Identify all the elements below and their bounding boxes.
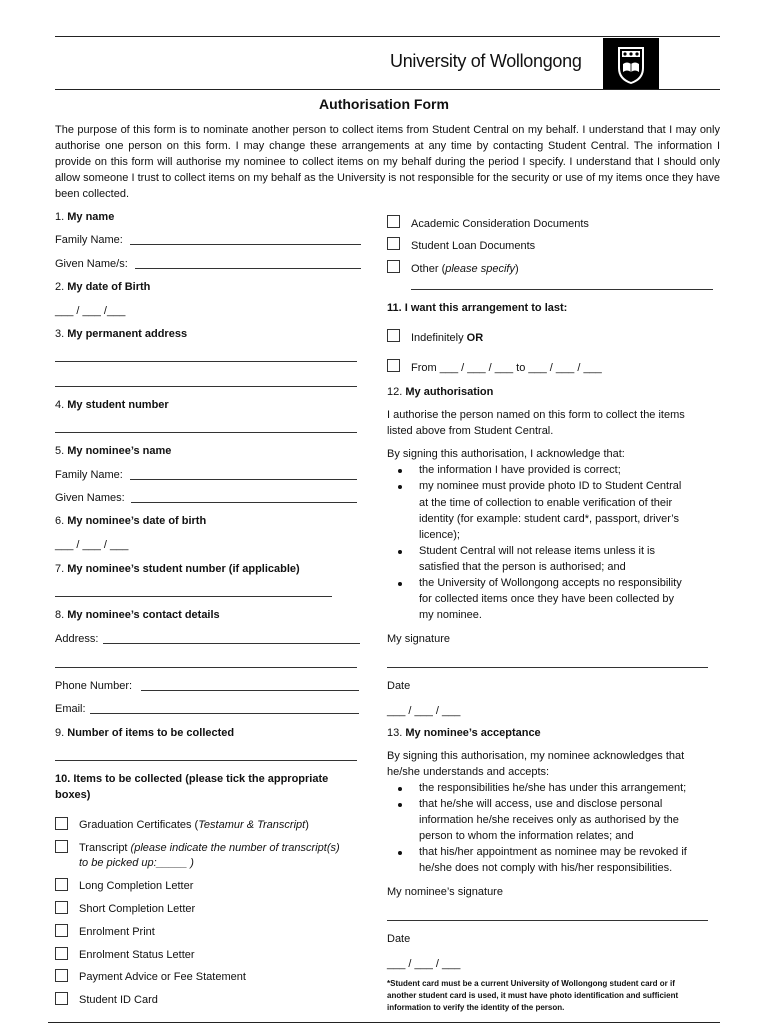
auth-bullet-2-l4: licence);	[419, 529, 460, 541]
nominee-dob-field[interactable]: ___ / ___ / ___	[55, 539, 129, 551]
other-label: Other (please specify)	[411, 263, 519, 275]
bullet-dot	[398, 469, 402, 473]
nominee-family-label: Family Name:	[55, 469, 123, 481]
transcript-checkbox[interactable]	[55, 840, 68, 853]
student-id-label: Student ID Card	[79, 994, 158, 1006]
enrolment-status-checkbox[interactable]	[55, 947, 68, 960]
date-label-1: Date	[387, 680, 411, 692]
section-10-heading-cont: boxes)	[55, 789, 91, 801]
section-3-heading: 3. My permanent address	[55, 328, 188, 340]
section-5-heading: 5. My nominee’s name	[55, 445, 172, 457]
items-count-field[interactable]	[55, 760, 357, 761]
bullet-dot	[398, 550, 402, 554]
auth-paragraph-line-2: listed above from Student Central.	[387, 425, 554, 437]
acc-bullet-2-l2: information he/she receives only as authorised by the	[419, 814, 679, 826]
section-6-heading: 6. My nominee’s date of birth	[55, 515, 207, 527]
bullet-dot	[398, 803, 402, 807]
acceptance-line-2: he/she understands and accepts:	[387, 766, 550, 778]
given-names-label: Given Name/s:	[55, 258, 128, 270]
from-range-checkbox[interactable]	[387, 359, 400, 372]
nominee-family-field[interactable]	[130, 479, 357, 480]
header-bottom-rule	[55, 89, 720, 90]
section-9-heading: 9. Number of items to be collected	[55, 727, 235, 739]
section-10-heading: 10. Items to be collected (please tick the appropriate	[55, 773, 329, 785]
university-logo	[603, 38, 659, 89]
short-completion-label: Short Completion Letter	[79, 903, 196, 915]
crest-icon	[603, 38, 659, 89]
enrolment-status-label: Enrolment Status Letter	[79, 949, 195, 961]
short-completion-checkbox[interactable]	[55, 901, 68, 914]
student-loan-checkbox[interactable]	[387, 237, 400, 250]
long-completion-checkbox[interactable]	[55, 878, 68, 891]
student-number-field[interactable]	[55, 432, 357, 433]
bullet-dot	[398, 582, 402, 586]
transcript-label: Transcript (please indicate the number of transcript(s)	[79, 842, 340, 854]
enrolment-print-checkbox[interactable]	[55, 924, 68, 937]
auth-bullet-3-l2: satisfied that the person is authorised; and	[419, 561, 626, 573]
nominee-address-label: Address:	[55, 633, 99, 645]
student-loan-label: Student Loan Documents	[411, 240, 536, 252]
enrolment-print-label: Enrolment Print	[79, 926, 155, 938]
intro-paragraph: The purpose of this form is to nominate another person to collect items from Student Central on my behalf. I understand that I may only authorise one person on this form. I may change these arrangements at any time by contacting Student Central. The information I provide on this form will authorise my nominee to collect items on my behalf during the period I specify. I understand that I should only allow someone I trust to collect items on my behalf as the University is not responsible for the security or use of my items once they have been collected.	[55, 124, 720, 200]
email-label: Email:	[55, 703, 86, 715]
acc-bullet-2-l3: person to whom the information relates; and	[419, 830, 634, 842]
university-name: University of Wollongong	[390, 51, 582, 71]
nominee-student-number-field[interactable]	[55, 596, 332, 597]
nominee-given-field[interactable]	[131, 502, 357, 503]
address-field-line-2[interactable]	[55, 386, 357, 387]
date-label-2: Date	[387, 933, 411, 945]
bullet-dot	[398, 851, 402, 855]
dob-field[interactable]: ___ / ___ /___	[55, 305, 126, 317]
phone-label: Phone Number:	[55, 680, 133, 692]
indefinitely-label: Indefinitely OR	[411, 332, 484, 344]
long-completion-label: Long Completion Letter	[79, 880, 194, 892]
indefinitely-checkbox[interactable]	[387, 329, 400, 342]
given-names-field[interactable]	[135, 268, 361, 269]
phone-field[interactable]	[141, 690, 359, 691]
bullet-dot	[398, 485, 402, 489]
graduation-checkbox[interactable]	[55, 817, 68, 830]
nominee-signature-label: My nominee’s signature	[387, 886, 503, 898]
nominee-signature-field[interactable]	[387, 920, 708, 921]
family-name-label: Family Name:	[55, 234, 123, 246]
auth-paragraph-line-1: I authorise the person named on this form to collect the items	[387, 409, 685, 421]
nominee-address-field-1[interactable]	[103, 643, 360, 644]
auth-bullet-2-l2: at the time of collection to enable verification of their	[419, 497, 673, 509]
form-title: Authorisation Form	[319, 96, 449, 112]
student-id-checkbox[interactable]	[55, 992, 68, 1005]
auth-bullet-2-l1: my nominee must provide photo ID to Student Central	[419, 480, 682, 492]
academic-checkbox[interactable]	[387, 215, 400, 228]
from-range-field[interactable]: From ___ / ___ / ___ to ___ / ___ / ___	[411, 362, 602, 374]
academic-label: Academic Consideration Documents	[411, 218, 589, 230]
section-4-heading: 4. My student number	[55, 399, 169, 411]
payment-advice-label: Payment Advice or Fee Statement	[79, 971, 246, 983]
date-field-2[interactable]: ___ / ___ / ___	[387, 958, 461, 970]
section-11-heading: 11. I want this arrangement to last:	[387, 302, 568, 314]
nominee-address-field-2[interactable]	[55, 667, 357, 668]
transcript-label-cont: to be picked up:_____ )	[79, 857, 194, 869]
nominee-given-label: Given Names:	[55, 492, 125, 504]
section-13-heading: 13. My nominee’s acceptance	[387, 727, 541, 739]
footer-rule	[48, 1022, 720, 1023]
address-field-line-1[interactable]	[55, 361, 357, 362]
graduation-label: Graduation Certificates (Testamur & Transcript)	[79, 819, 309, 831]
email-field[interactable]	[90, 713, 359, 714]
auth-bullet-2-l3: identity (for example: student card*, passport, driver’s	[419, 513, 680, 525]
auth-bullet-1: the information I have provided is correct;	[419, 464, 621, 476]
section-2-heading: 2. My date of Birth	[55, 281, 151, 293]
auth-bullet-4-l2: for collected items once they have been collected by	[419, 593, 674, 605]
auth-bullet-4-l1: the University of Wollongong accepts no responsibility	[419, 577, 682, 589]
auth-bullet-4-l3: my nominee.	[419, 609, 482, 621]
header-top-rule	[55, 36, 720, 37]
footnote: *Student card must be a current University of Wollongong student card or if another student card is used, it must have photo identification and sufficient information to verify the identity of the person.	[387, 979, 679, 1012]
family-name-field[interactable]	[130, 244, 361, 245]
auth-bullet-3-l1: Student Central will not release items unless it is	[419, 545, 655, 557]
acc-bullet-2-l1: that he/she will access, use and disclose personal	[419, 798, 663, 810]
other-checkbox[interactable]	[387, 260, 400, 273]
auth-acknowledge-intro: By signing this authorisation, I acknowledge that:	[387, 448, 625, 460]
section-1-heading: 1. My name	[55, 211, 115, 223]
acceptance-line-1: By signing this authorisation, my nominee acknowledges that	[387, 750, 685, 762]
acc-bullet-3-l1: that his/her appointment as nominee may be revoked if	[419, 846, 687, 858]
section-7-heading: 7. My nominee’s student number (if applicable)	[55, 563, 300, 575]
section-12-heading: 12. My authorisation	[387, 386, 494, 398]
my-signature-field[interactable]	[387, 667, 708, 668]
payment-advice-checkbox[interactable]	[55, 969, 68, 982]
bullet-dot	[398, 787, 402, 791]
acc-bullet-3-l2: he/she does not comply with his/her responsibilities.	[419, 862, 673, 874]
my-signature-label: My signature	[387, 633, 450, 645]
acc-bullet-1: the responsibilities he/she has under this arrangement;	[419, 782, 687, 794]
date-field-1[interactable]: ___ / ___ / ___	[387, 705, 461, 717]
other-specify-field[interactable]	[411, 289, 713, 290]
section-8-heading: 8. My nominee’s contact details	[55, 609, 220, 621]
